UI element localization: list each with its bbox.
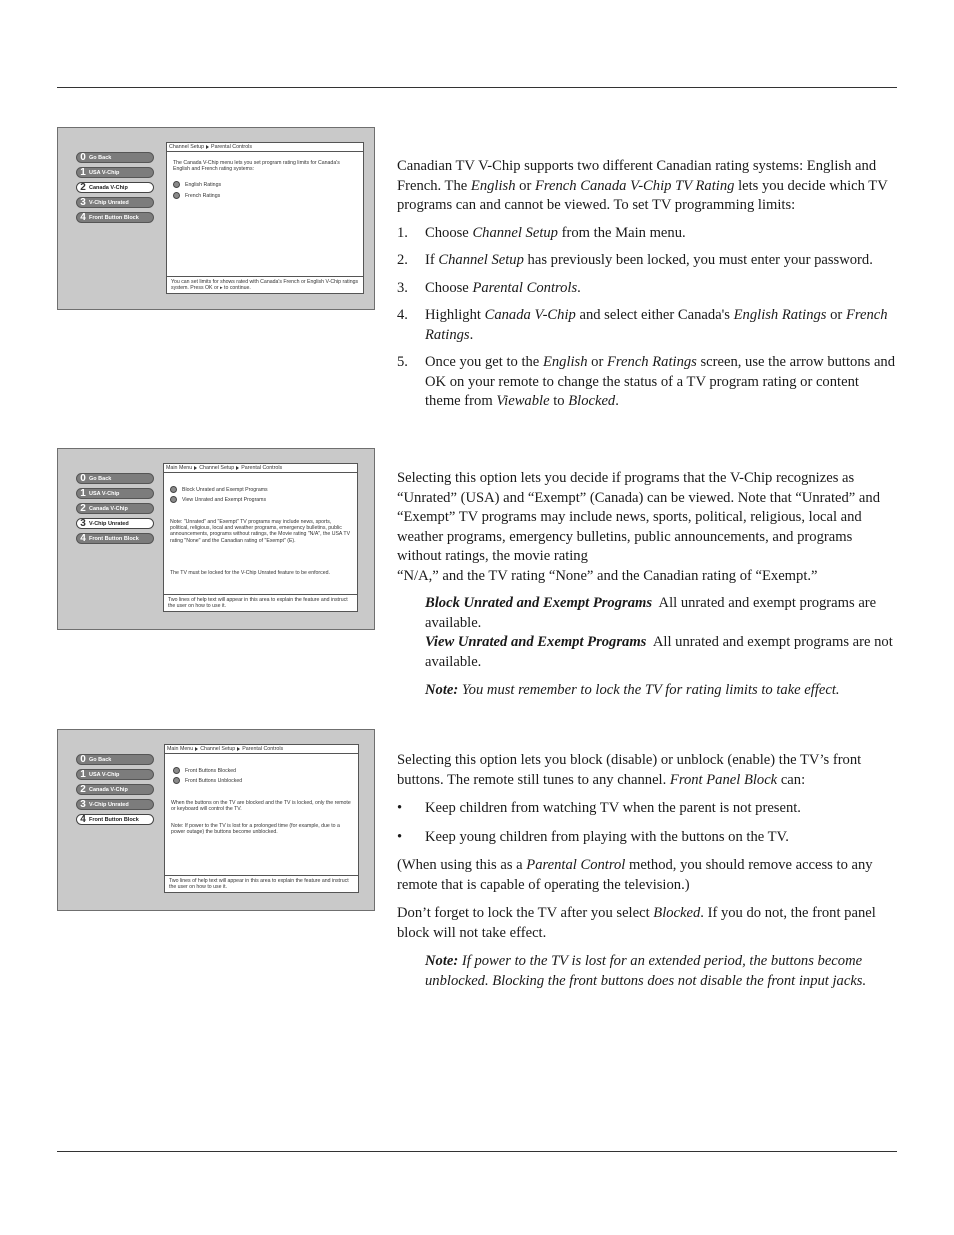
breadcrumb-item: Channel Setup (169, 144, 205, 150)
radio-icon (173, 192, 180, 199)
step-1: 1. Choose Channel Setup from the Main menu. (397, 224, 686, 241)
top-rule (57, 87, 897, 88)
menu-number: 4 (80, 814, 86, 825)
content-panel (164, 744, 359, 893)
menu-number: 2 (80, 503, 86, 514)
breadcrumb-item: Channel Setup (200, 746, 236, 752)
menu-usa-vchip[interactable] (76, 488, 154, 499)
menu-vchip-unrated[interactable] (76, 518, 154, 529)
bullet-item: • Keep children from watching TV when the parent is not present. (397, 800, 801, 816)
radio-icon (170, 486, 177, 493)
menu-front-button-block[interactable] (76, 814, 154, 825)
option-english-ratings[interactable] (173, 181, 221, 188)
canada-vchip-intro: Canadian TV V-Chip supports two different Canadian rating systems: English and French. The English or French Canada V-Chip TV Rating lets you decide which TV programs can and cannot be viewed. To set TV programming limits: (397, 158, 888, 213)
menu-number: 4 (80, 212, 86, 223)
menu-canada-vchip[interactable] (76, 182, 154, 193)
option-label: English Ratings (185, 181, 222, 188)
panel-note-lock: The TV must be locked for the V-Chip Unrated feature to be enforced. (170, 570, 330, 576)
menu-number: 1 (80, 488, 86, 499)
menu-label: USA V-Chip (89, 490, 120, 497)
unrated-intro-cont: “N/A,” and the TV rating “None” and the Canadian rating of “Exempt.” (397, 567, 818, 584)
front-block-intro: Selecting this option lets you block (disable) or unblock (enable) the TV’s front buttons. The remote still tunes to any channel. Front Panel Block can: (397, 752, 862, 788)
menu-label: Canada V-Chip (89, 786, 128, 793)
menu-label: Front Button Block (89, 816, 139, 823)
help-text: You can set limits for shows rated with Canada's French or English V-Chip ratings system. Press OK or ▸ to continue. (167, 276, 363, 293)
bottom-rule (57, 1151, 897, 1152)
help-text: Two lines of help text will appear in this area to explain the feature and instruct the user on how to use it. (164, 594, 357, 611)
lock-reminder-paragraph: Don’t forget to lock the TV after you select Blocked. If you do not, the front panel block will not take effect. (397, 905, 876, 941)
step-4: 4. Highlight Canada V-Chip and select either Canada's English Ratings or French Ratings. (397, 307, 888, 343)
content-panel (163, 463, 358, 612)
parental-controls-menu (76, 152, 154, 227)
block-unrated-description: Block Unrated and Exempt Programs All unrated and exempt programs are available. (425, 595, 877, 631)
breadcrumb-arrow-icon (237, 747, 240, 751)
menu-label: Canada V-Chip (89, 505, 128, 512)
bullet-item: • Keep young children from playing with the buttons on the TV. (397, 828, 789, 845)
menu-number: 1 (80, 769, 86, 780)
canada-vchip-screenshot (57, 127, 375, 310)
radio-icon (173, 181, 180, 188)
parental-controls-menu (76, 754, 154, 829)
menu-label: Go Back (89, 756, 112, 763)
breadcrumb-item: Channel Setup (199, 465, 235, 471)
menu-label: V-Chip Unrated (89, 801, 129, 808)
parental-controls-menu (76, 473, 154, 548)
content-panel (166, 142, 364, 294)
breadcrumb-arrow-icon (236, 466, 239, 470)
menu-label: Front Button Block (89, 535, 139, 542)
menu-canada-vchip[interactable] (76, 503, 154, 514)
menu-label: USA V-Chip (89, 771, 120, 778)
menu-number: 1 (80, 167, 86, 178)
option-view-unrated[interactable] (170, 496, 266, 503)
menu-number: 4 (80, 533, 86, 544)
menu-label: V-Chip Unrated (89, 199, 129, 206)
option-label: View Unrated and Exempt Programs (182, 496, 267, 503)
step-5: 5. Once you get to the English or French Ratings screen, use the arrow buttons and OK on your remote to change the status of a TV program rating or content theme from Viewable to Blocked. (397, 354, 896, 409)
menu-canada-vchip[interactable] (76, 784, 154, 795)
menu-go-back[interactable] (76, 152, 154, 163)
menu-number: 0 (80, 754, 86, 765)
panel-note: When the buttons on the TV are blocked and the TV is locked, only the remote or keyboard will control the TV. (171, 800, 351, 813)
unrated-note: Note: You must remember to lock the TV for rating limits to take effect. (425, 682, 840, 698)
front-button-block-section (397, 751, 897, 991)
vchip-unrated-section (397, 469, 897, 701)
help-text: Two lines of help text will appear in this area to explain the feature and instruct the user on how to use it. (165, 875, 358, 892)
menu-number: 3 (80, 197, 86, 208)
radio-icon (173, 767, 180, 774)
breadcrumb-arrow-icon (195, 747, 198, 751)
panel-intro: The Canada V-Chip menu lets you set program rating limits for Canada's English and French rating systems: (173, 160, 340, 173)
menu-go-back[interactable] (76, 754, 154, 765)
radio-icon (173, 777, 180, 784)
option-label: Front Buttons Unblocked (185, 777, 243, 784)
option-french-ratings[interactable] (173, 192, 220, 199)
menu-vchip-unrated[interactable] (76, 799, 154, 810)
breadcrumb-item: Main Menu (166, 465, 193, 471)
breadcrumb (167, 143, 363, 152)
vchip-unrated-screenshot (57, 448, 375, 630)
menu-number: 2 (80, 182, 86, 193)
canada-vchip-section (397, 157, 897, 412)
breadcrumb-item: Parental Controls (242, 746, 284, 752)
parental-control-paragraph: (When using this as a Parental Control method, you should remove access to any remote that is capable of operating the television.) (397, 857, 873, 893)
unrated-intro: Selecting this option lets you decide if programs that the V-Chip recognizes as “Unrated” (USA) and “Exempt” (Canada) can be viewed. Note that “Unrated” and “Exempt” TV programs may include news, sports, political, religious, local and weather programs, emergency bulletins, public announcements, and programs without ratings, the movie rating (397, 470, 880, 564)
breadcrumb-item: Main Menu (167, 746, 194, 752)
menu-label: Front Button Block (89, 214, 139, 221)
menu-label: Canada V-Chip (89, 184, 128, 191)
step-3: 3. Choose Parental Controls. (397, 279, 581, 296)
breadcrumb-arrow-icon (206, 145, 209, 149)
breadcrumb-item: Parental Controls (211, 144, 252, 150)
menu-front-button-block[interactable] (76, 533, 154, 544)
option-block-unrated[interactable] (170, 486, 268, 493)
menu-vchip-unrated[interactable] (76, 197, 154, 208)
view-unrated-description: View Unrated and Exempt Programs All unrated and exempt programs are not available. (425, 634, 893, 670)
menu-go-back[interactable] (76, 473, 154, 484)
menu-usa-vchip[interactable] (76, 769, 154, 780)
menu-label: Go Back (89, 154, 112, 161)
menu-label: V-Chip Unrated (89, 520, 129, 527)
option-front-buttons-blocked[interactable] (173, 767, 236, 774)
option-label: Block Unrated and Exempt Programs (182, 486, 268, 493)
menu-label: USA V-Chip (89, 169, 120, 176)
radio-icon (170, 496, 177, 503)
menu-number: 2 (80, 784, 86, 795)
option-label: French Ratings (185, 192, 221, 199)
menu-number: 3 (80, 518, 86, 529)
option-label: Front Buttons Blocked (185, 767, 237, 774)
breadcrumb (164, 464, 357, 473)
panel-note-power: Note: If power to the TV is lost for a prolonged time (for example, due to a power outage) the buttons become unblocked. (171, 823, 340, 836)
menu-front-button-block[interactable] (76, 212, 154, 223)
breadcrumb (165, 745, 358, 754)
breadcrumb-item: Parental Controls (241, 465, 283, 471)
option-front-buttons-unblocked[interactable] (173, 777, 242, 784)
menu-usa-vchip[interactable] (76, 167, 154, 178)
menu-label: Go Back (89, 475, 112, 482)
panel-note: Note: "Unrated" and "Exempt" TV programs may include news, sports, political, religious, local and weather programs, emergency bulletins, public announcements, programs without ratings, the Movie rating "N/A", the USA TV rating "None" and the Canadian rating of "Exempt" (E). (170, 519, 351, 544)
menu-number: 3 (80, 799, 86, 810)
front-block-note: Note: If power to the TV is lost for an extended period, the buttons become unblocked. Blocking the front buttons does not disable the front input jacks. (425, 953, 867, 989)
menu-number: 0 (80, 152, 86, 163)
menu-number: 0 (80, 473, 86, 484)
step-2: 2. If Channel Setup has previously been locked, you must enter your password. (397, 252, 873, 268)
front-button-block-screenshot (57, 729, 375, 911)
breadcrumb-arrow-icon (194, 466, 197, 470)
